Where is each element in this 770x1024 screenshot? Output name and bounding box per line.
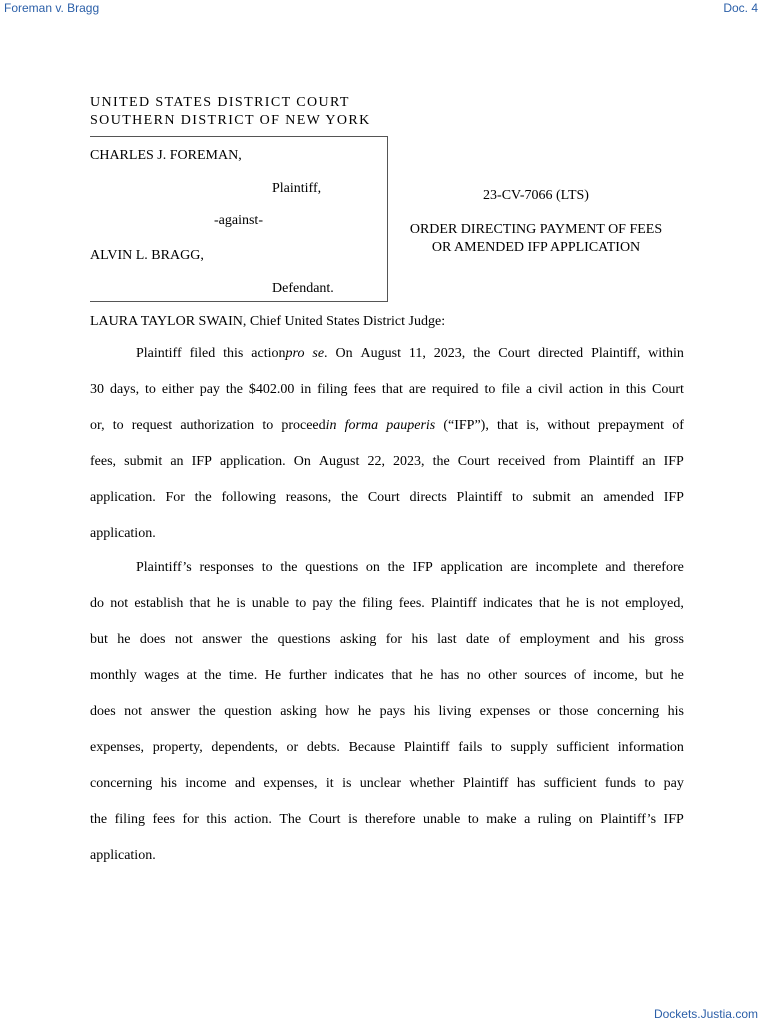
court-heading: [90, 94, 371, 130]
paragraph-line: concerning his income and expenses, it is unclear whether Plaintiff has sufficient funds to pay: [90, 776, 684, 791]
paragraph-line: do not establish that he is unable to pay the filing fees. Plaintiff indicates that he is not employed,: [90, 596, 684, 611]
paragraph-line: application. For the following reasons, the Court directs Plaintiff to submit an amended IFP: [90, 490, 684, 505]
paragraph-line: Plaintiff filed this actionpro se. On August 11, 2023, the Court directed Plaintiff, within: [136, 346, 684, 361]
justia-dockets-link[interactable]: Dockets.Justia.com: [653, 1007, 758, 1021]
paragraph-line: or, to request authorization to proceedin forma pauperis (“IFP”), that is, without prepayment of: [90, 418, 684, 433]
paragraph-line: Plaintiff’s responses to the questions on the IFP application are incomplete and therefore: [136, 560, 684, 575]
judge-line: LAURA TAYLOR SWAIN, Chief United States District Judge:: [90, 314, 446, 329]
paragraph-line: does not answer the question asking how he pays his living expenses or those concerning his: [90, 704, 684, 719]
court-name-line-2: SOUTHERN DISTRICT OF NEW YORK: [90, 113, 371, 128]
paragraph-line: application.: [90, 848, 156, 863]
paragraph-line: expenses, property, dependents, or debts. Because Plaintiff fails to supply sufficient information: [90, 740, 684, 755]
case-caption: [90, 136, 388, 302]
order-title-line-1: ORDER DIRECTING PAYMENT OF FEES: [409, 222, 663, 237]
defendant-role: Defendant.: [272, 281, 334, 296]
paragraph-line: application.: [90, 526, 156, 541]
paragraph-line: but he does not answer the questions asking for his last date of employment and his gross: [90, 632, 684, 647]
order-title-line-2: OR AMENDED IFP APPLICATION: [431, 240, 641, 255]
paragraph-line: 30 days, to either pay the $402.00 in filing fees that are required to file a civil action in this Court: [90, 382, 684, 397]
paragraph-line: the filing fees for this action. The Court is therefore unable to make a ruling on Plaintiff’s IFP: [90, 812, 684, 827]
body-paragraph-1: [90, 346, 684, 562]
plaintiff-role: Plaintiff,: [272, 181, 322, 196]
paragraph-line: fees, submit an IFP application. On August 22, 2023, the Court received from Plaintiff an IFP: [90, 454, 684, 469]
paragraph-line: monthly wages at the time. He further indicates that he has no other sources of income, but he: [90, 668, 684, 683]
against-label: -against-: [214, 213, 263, 228]
plaintiff-name: CHARLES J. FOREMAN,: [90, 148, 242, 163]
document-number-link[interactable]: Doc. 4: [723, 1, 758, 15]
defendant-name: ALVIN L. BRAGG,: [90, 248, 204, 263]
body-paragraph-2: [90, 560, 684, 884]
court-name-line-1: UNITED STATES DISTRICT COURT: [90, 95, 350, 110]
order-title: [396, 221, 676, 257]
case-title-link[interactable]: Foreman v. Bragg: [4, 1, 100, 15]
case-number: 23-CV-7066 (LTS): [483, 188, 589, 203]
